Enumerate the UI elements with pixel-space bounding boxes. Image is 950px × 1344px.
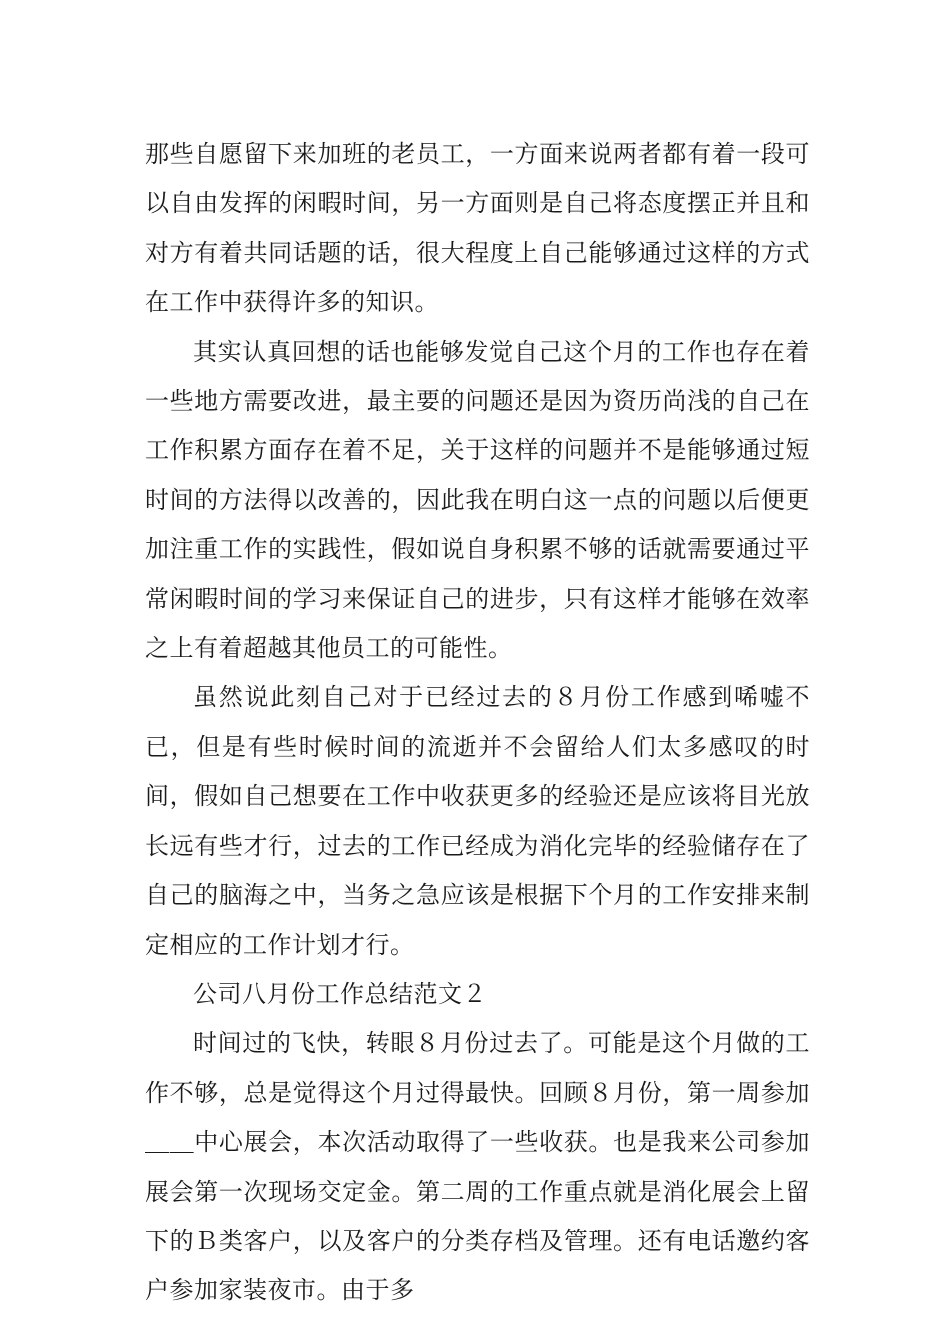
paragraph-1: 那些自愿留下来加班的老员工，一方面来说两者都有着一段可以自由发挥的闲暇时间，另一方面则是自己将态度摆正并且和对方有着共同话题的话，很大程度上自己能够通过这样的方式在工作中获得许多的知识。 bbox=[145, 140, 810, 317]
paragraph-2: 其实认真回想的话也能够发觉自己这个月的工作也存在着一些地方需要改进，最主要的问题还是因为资历尚浅的自己在工作积累方面存在着不足，关于这样的问题并不是能够通过短时间的方法得以改善的，因此我在明白这一点的问题以后便更加注重工作的实践性，假如说自身积累不够的话就需要通过平常闲暇时间的学习来保证自己的进步，只有这样才能够在效率之上有着超越其他员工的可能性。 bbox=[145, 337, 810, 663]
paragraph-3: 虽然说此刻自己对于已经过去的８月份工作感到唏嘘不已，但是有些时候时间的流逝并不会留给人们太多感叹的时间，假如自己想要在工作中收获更多的经验还是应该将目光放长远有些才行，过去的工作已经成为消化完毕的经验储存在了自己的脑海之中，当务之急应该是根据下个月的工作安排来制定相应的工作计划才行。 bbox=[145, 683, 810, 959]
paragraph-4: 时间过的飞快，转眼８月份过去了。可能是这个月做的工作不够，总是觉得这个月过得最快。回顾８月份，第一周参加＿＿中心展会，本次活动取得了一些收获。也是我来公司参加展会第一次现场交定金。第二周的工作重点就是消化展会上留下的Ｂ类客户，以及客户的分类存档及管理。还有电话邀约客户参加家装夜市。由于多 bbox=[145, 1029, 810, 1305]
document-body bbox=[145, 130, 810, 1316]
section-heading: 公司八月份工作总结范文２ bbox=[193, 979, 487, 1008]
